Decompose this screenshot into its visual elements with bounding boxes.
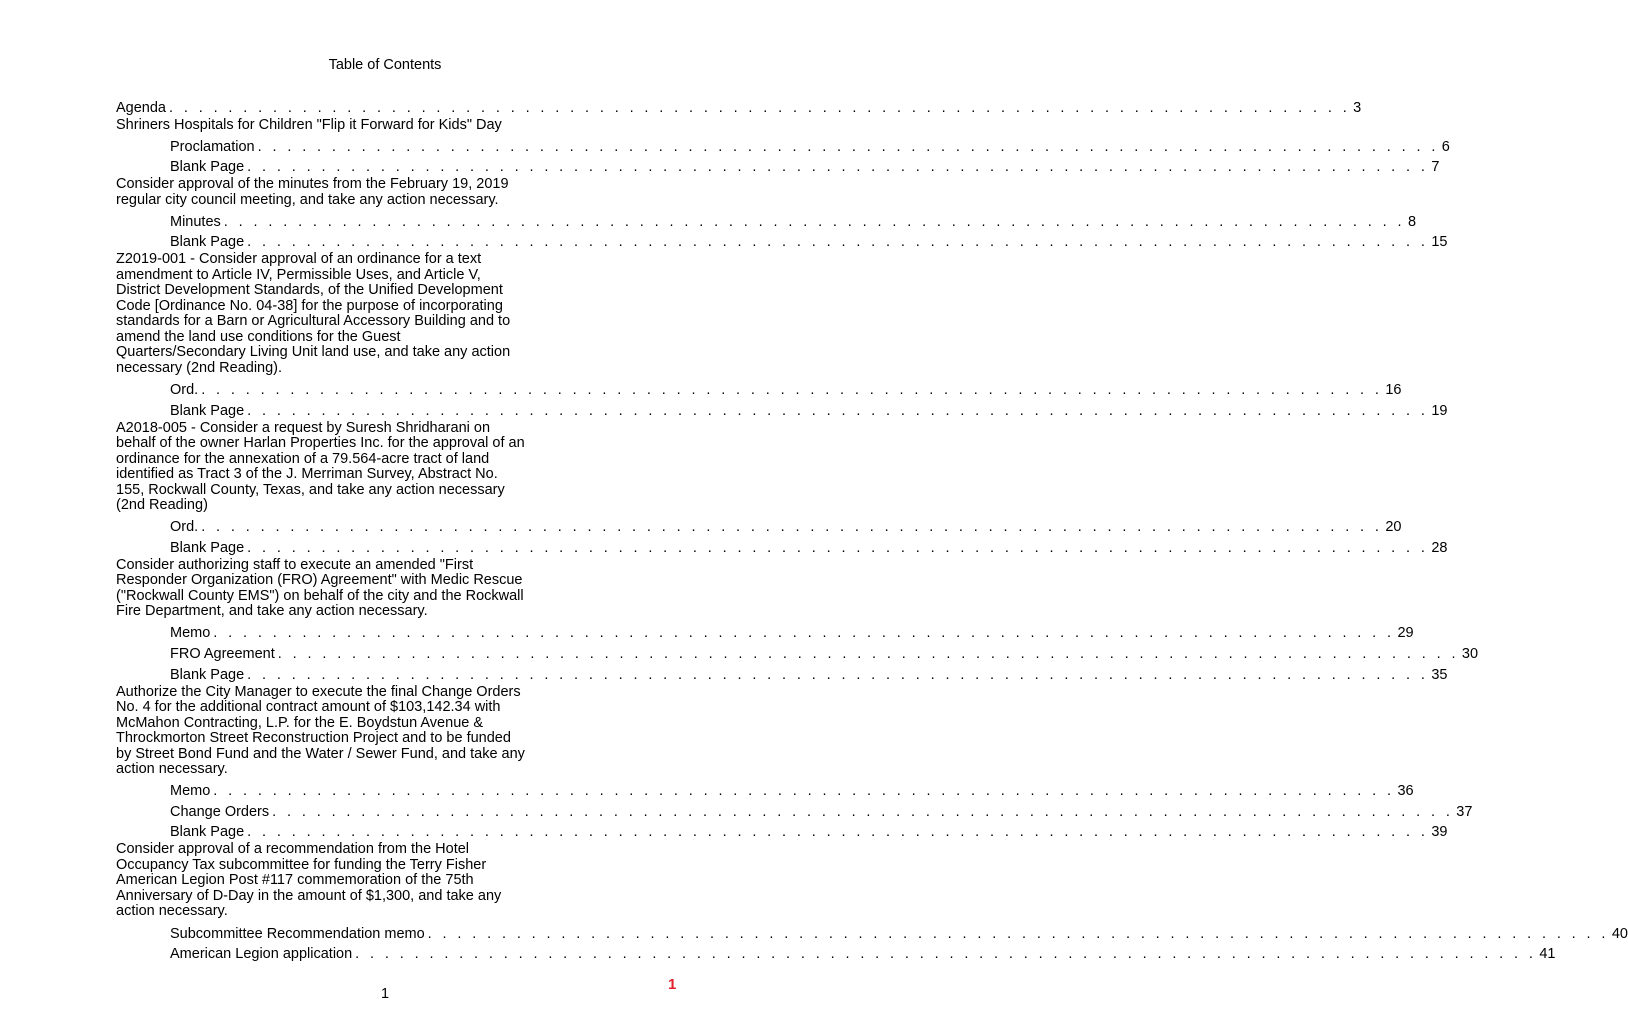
toc-subentry-link[interactable] xyxy=(116,232,1448,253)
toc-page-number: 8 xyxy=(1407,213,1417,230)
toc-entry-label: Blank Page xyxy=(170,234,245,251)
toc-entry-label: Blank Page xyxy=(170,824,245,841)
toc-entry-label: Memo xyxy=(170,783,211,800)
dot-leader: . . . . . . . . . . . . . . . . . . . . . . . . . . . . . . . . . . . . . . . . . . . . . . . . . . . . . . . . . . . . . . . . . . . . . . . . . . . . . . . . xyxy=(427,925,1609,942)
dot-leader: . . . . . . . . . . . . . . . . . . . . . . . . . . . . . . . . . . . . . . . . . . . . . . . . . . . . . . . . . . . . . . . . . . . . . . . . . . . . . . . . xyxy=(247,402,1429,419)
toc-page-number: 15 xyxy=(1431,234,1448,251)
toc-subentry-link[interactable] xyxy=(116,664,1448,685)
toc-entry-label: Minutes xyxy=(170,213,221,230)
dot-leader: . . . . . . . . . . . . . . . . . . . . . . . . . . . . . . . . . . . . . . . . . . . . . . . . . . . . . . . . . . . . . . . . . . . . . . . . . . . . . . . . xyxy=(257,138,1439,155)
toc-page-number: 30 xyxy=(1461,646,1479,663)
dot-leader: . . . . . . . . . . . . . . . . . . . . . . . . . . . . . . . . . . . . . . . . . . . . . . . . . . . . . . . . . . . . . . . . . . . . . . . . . . . . . . . . xyxy=(213,625,1395,642)
dot-leader: . . . . . . . . . . . . . . . . . . . . . . . . . . . . . . . . . . . . . . . . . . . . . . . . . . . . . . . . . . . . . . . . . . . . . . . . . . . . . . . . xyxy=(355,946,1537,963)
toc-entry-link[interactable] xyxy=(116,97,1362,118)
toc-entry-label: Agenda xyxy=(116,99,166,116)
toc-entry-label: Blank Page xyxy=(170,539,245,556)
toc-entry-label: Memo xyxy=(170,625,211,642)
toc-subentry-link[interactable] xyxy=(116,517,1402,538)
toc-subentry-link[interactable] xyxy=(116,157,1440,178)
page-title: Table of Contents xyxy=(328,57,442,73)
toc-subentry-link[interactable] xyxy=(116,801,1473,822)
toc-subentry-link[interactable] xyxy=(116,136,1450,157)
toc-item-description: Consider approval of the minutes from the February 19, 2019 regular city council meeting, and take any action necessary. xyxy=(116,176,509,208)
toc-item-description: A2018-005 - Consider a request by Suresh Shridharani on behalf of the owner Harlan Properties Inc. for the approval of an ordinance for the annexation of a 79.564-acre tract of land identified as Tract 3 of the J. Merriman Survey, Abstract No. 155, Rockwall County, Texas, and take any action necessary (2nd Reading) xyxy=(116,419,525,514)
toc-entry-label: FRO Agreement xyxy=(170,646,275,663)
toc-entry-label: Change Orders xyxy=(170,803,270,820)
dot-leader: . . . . . . . . . . . . . . . . . . . . . . . . . . . . . . . . . . . . . . . . . . . . . . . . . . . . . . . . . . . . . . . . . . . . . . . . . . . . . . . . xyxy=(169,99,1351,116)
dot-leader: . . . . . . . . . . . . . . . . . . . . . . . . . . . . . . . . . . . . . . . . . . . . . . . . . . . . . . . . . . . . . . . . . . . . . . . . . . . . . . . . xyxy=(201,519,1383,536)
toc-page-number: 41 xyxy=(1539,946,1556,963)
toc-page-number: 6 xyxy=(1441,138,1450,155)
table-of-contents xyxy=(116,97,1628,964)
toc-page-number: 37 xyxy=(1456,803,1473,820)
dot-leader: . . . . . . . . . . . . . . . . . . . . . . . . . . . . . . . . . . . . . . . . . . . . . . . . . . . . . . . . . . . . . . . . . . . . . . . . . . . . . . . . xyxy=(201,382,1383,399)
dot-leader: . . . . . . . . . . . . . . . . . . . . . . . . . . . . . . . . . . . . . . . . . . . . . . . . . . . . . . . . . . . . . . . . . . . . . . . . . . . . . . . . xyxy=(277,646,1459,663)
toc-page-number: 7 xyxy=(1431,159,1440,176)
toc-item-description: Shriners Hospitals for Children "Flip it Forward for Kids" Day xyxy=(116,116,502,133)
toc-entry-label: Ord. xyxy=(170,382,199,399)
toc-subentry-link[interactable] xyxy=(116,379,1402,400)
dot-leader: . . . . . . . . . . . . . . . . . . . . . . . . . . . . . . . . . . . . . . . . . . . . . . . . . . . . . . . . . . . . . . . . . . . . . . . . . . . . . . . . xyxy=(247,539,1429,556)
toc-entry-label: Blank Page xyxy=(170,159,245,176)
toc-item-description: Z2019-001 - Consider approval of an ordinance for a text amendment to Article IV, Permissible Uses, and Article V, District Development Standards, of the Unified Development Code [Ordinance No. 04-38] for the purpose of incorporating standards for a Barn or Agricultural Accessory Building and to amend the land use conditions for the Guest Quarters/Secondary Living Unit land use, and take any action necessary (2nd Reading). xyxy=(116,251,511,376)
dot-leader: . . . . . . . . . . . . . . . . . . . . . . . . . . . . . . . . . . . . . . . . . . . . . . . . . . . . . . . . . . . . . . . . . . . . . . . . . . . . . . . . xyxy=(247,824,1429,841)
toc-item-description: Consider approval of a recommendation from the Hotel Occupancy Tax subcommittee for funding the Terry Fisher American Legion Post #117 commemoration of the 75th Anniversary of D-Day in the amount of $1,300, and take any action necessary. xyxy=(116,841,502,920)
toc-page-number: 16 xyxy=(1385,382,1402,399)
dot-leader: . . . . . . . . . . . . . . . . . . . . . . . . . . . . . . . . . . . . . . . . . . . . . . . . . . . . . . . . . . . . . . . . . . . . . . . . . . . . . . . . xyxy=(213,783,1395,800)
dot-leader: . . . . . . . . . . . . . . . . . . . . . . . . . . . . . . . . . . . . . . . . . . . . . . . . . . . . . . . . . . . . . . . . . . . . . . . . . . . . . . . . xyxy=(247,234,1429,251)
toc-entry-label: American Legion application xyxy=(170,946,353,963)
toc-subentry-link[interactable] xyxy=(116,643,1479,664)
toc-page-number: 28 xyxy=(1431,539,1448,556)
toc-subentry-link[interactable] xyxy=(116,923,1628,944)
toc-subentry-link[interactable] xyxy=(116,944,1556,965)
toc-page-number: 20 xyxy=(1385,519,1402,536)
toc-subentry-link[interactable] xyxy=(116,400,1448,421)
dot-leader: . . . . . . . . . . . . . . . . . . . . . . . . . . . . . . . . . . . . . . . . . . . . . . . . . . . . . . . . . . . . . . . . . . . . . . . . . . . . . . . . xyxy=(272,803,1454,820)
toc-subentry-link[interactable] xyxy=(116,781,1414,802)
toc-page-number: 3 xyxy=(1353,99,1362,116)
dot-leader: . . . . . . . . . . . . . . . . . . . . . . . . . . . . . . . . . . . . . . . . . . . . . . . . . . . . . . . . . . . . . . . . . . . . . . . . . . . . . . . . xyxy=(247,666,1429,683)
toc-page-number: 29 xyxy=(1397,625,1414,642)
toc-page-number: 35 xyxy=(1431,666,1448,683)
toc-entry-label: Proclamation xyxy=(170,138,255,155)
toc-page-number: 36 xyxy=(1397,783,1414,800)
toc-entry-label: Blank Page xyxy=(170,666,245,683)
toc-item-description: Authorize the City Manager to execute the final Change Orders No. 4 for the additional contract amount of $103,142.34 with McMahon Contracting, L.P. for the E. Boydstun Avenue & Throckmorton Street Reconstruction Project and to be funded by Street Bond Fund and the Water / Sewer Fund, and take any action necessary. xyxy=(116,683,525,778)
toc-page-number: 39 xyxy=(1431,824,1448,841)
toc-item-description: Consider authorizing staff to execute an amended "First Responder Organization (FRO) Agreement" with Medic Rescue ("Rockwall County EMS") on behalf of the city and the Rockwall Fire Department, and take any action necessary. xyxy=(116,556,524,620)
toc-page-number: 19 xyxy=(1431,402,1448,419)
toc-subentry-link[interactable] xyxy=(116,822,1448,843)
page-number: 1 xyxy=(380,986,390,1002)
toc-entry-label: Blank Page xyxy=(170,402,245,419)
toc-subentry-link[interactable] xyxy=(116,537,1448,558)
dot-leader: . . . . . . . . . . . . . . . . . . . . . . . . . . . . . . . . . . . . . . . . . . . . . . . . . . . . . . . . . . . . . . . . . . . . . . . . . . . . . . . . xyxy=(223,213,1405,230)
toc-subentry-link[interactable] xyxy=(116,623,1414,644)
toc-entry-label: Ord. xyxy=(170,519,199,536)
dot-leader: . . . . . . . . . . . . . . . . . . . . . . . . . . . . . . . . . . . . . . . . . . . . . . . . . . . . . . . . . . . . . . . . . . . . . . . . . . . . . . . . xyxy=(247,159,1429,176)
toc-subentry-link[interactable] xyxy=(116,211,1417,232)
toc-page-number: 40 xyxy=(1611,925,1628,942)
toc-entry-label: Subcommittee Recommendation memo xyxy=(170,925,425,942)
red-page-marker: 1 xyxy=(668,976,677,993)
